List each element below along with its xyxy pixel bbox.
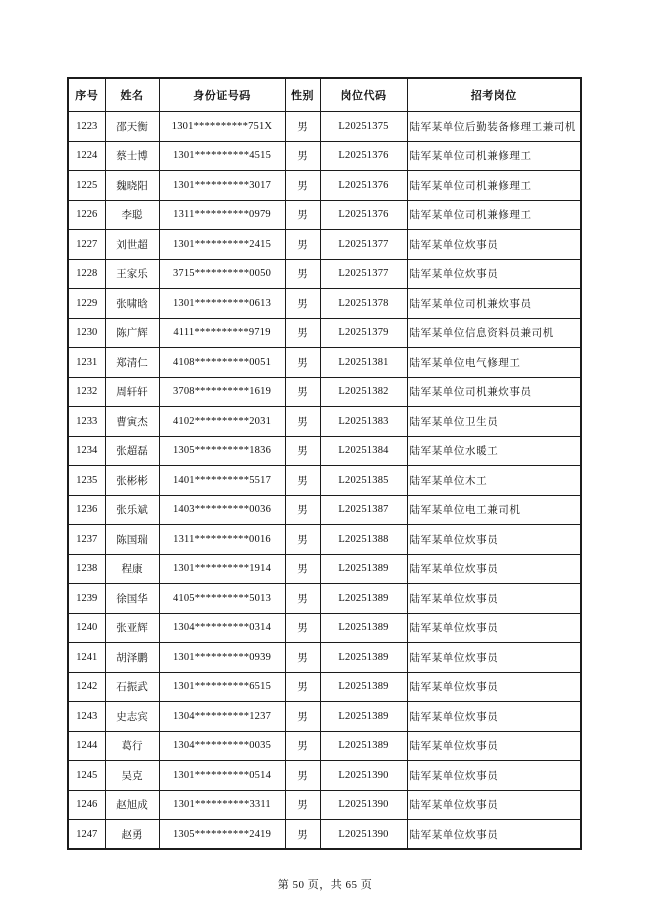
cell-job-code: L20251377: [320, 230, 407, 260]
cell-index: 1243: [68, 702, 105, 732]
cell-index: 1244: [68, 731, 105, 761]
cell-job-code: L20251376: [320, 141, 407, 171]
cell-job-title: 陆军某单位炊事员: [407, 820, 581, 850]
cell-index: 1223: [68, 112, 105, 142]
cell-id-number: 1301**********0514: [159, 761, 285, 791]
candidate-roster-table: [67, 77, 582, 850]
cell-job-code: L20251375: [320, 112, 407, 142]
cell-gender: 男: [285, 171, 320, 201]
col-header-name: 姓名: [105, 78, 159, 112]
table-row: [68, 466, 581, 496]
cell-name: 王家乐: [105, 259, 159, 289]
cell-id-number: 1403**********0036: [159, 495, 285, 525]
table-row: [68, 436, 581, 466]
cell-job-code: L20251389: [320, 643, 407, 673]
cell-gender: 男: [285, 377, 320, 407]
table-row: [68, 790, 581, 820]
cell-id-number: 3708**********1619: [159, 377, 285, 407]
table-row: [68, 377, 581, 407]
cell-gender: 男: [285, 702, 320, 732]
table-row: [68, 171, 581, 201]
cell-id-number: 4102**********2031: [159, 407, 285, 437]
cell-index: 1238: [68, 554, 105, 584]
cell-job-code: L20251378: [320, 289, 407, 319]
cell-name: 徐国华: [105, 584, 159, 614]
cell-job-title: 陆军某单位炊事员: [407, 584, 581, 614]
cell-job-title: 陆军某单位后勤装备修理工兼司机: [407, 112, 581, 142]
cell-gender: 男: [285, 289, 320, 319]
cell-index: 1245: [68, 761, 105, 791]
cell-index: 1231: [68, 348, 105, 378]
cell-job-code: L20251390: [320, 820, 407, 850]
cell-gender: 男: [285, 141, 320, 171]
cell-job-title: 陆军某单位炊事员: [407, 731, 581, 761]
cell-name: 邵天衡: [105, 112, 159, 142]
cell-job-title: 陆军某单位炊事员: [407, 702, 581, 732]
col-header-job-code: 岗位代码: [320, 78, 407, 112]
table-row: [68, 407, 581, 437]
cell-id-number: 1301**********751X: [159, 112, 285, 142]
cell-id-number: 4105**********5013: [159, 584, 285, 614]
cell-gender: 男: [285, 584, 320, 614]
cell-id-number: 1301**********0939: [159, 643, 285, 673]
table-row: [68, 200, 581, 230]
col-header-index: 序号: [68, 78, 105, 112]
cell-id-number: 1304**********0035: [159, 731, 285, 761]
table-row: [68, 230, 581, 260]
cell-index: 1239: [68, 584, 105, 614]
cell-name: 曹寅杰: [105, 407, 159, 437]
cell-job-title: 陆军某单位电气修理工: [407, 348, 581, 378]
cell-job-code: L20251387: [320, 495, 407, 525]
cell-job-code: L20251389: [320, 731, 407, 761]
cell-job-title: 陆军某单位司机兼修理工: [407, 141, 581, 171]
cell-index: 1233: [68, 407, 105, 437]
cell-gender: 男: [285, 790, 320, 820]
cell-index: 1232: [68, 377, 105, 407]
cell-gender: 男: [285, 761, 320, 791]
table-row: [68, 761, 581, 791]
cell-id-number: 1301**********3311: [159, 790, 285, 820]
cell-job-code: L20251389: [320, 613, 407, 643]
table-row: [68, 584, 581, 614]
cell-job-code: L20251379: [320, 318, 407, 348]
table-row: [68, 613, 581, 643]
cell-job-title: 陆军某单位炊事员: [407, 761, 581, 791]
table-row: [68, 495, 581, 525]
cell-gender: 男: [285, 200, 320, 230]
cell-job-code: L20251389: [320, 554, 407, 584]
cell-gender: 男: [285, 613, 320, 643]
cell-job-title: 陆军某单位炊事员: [407, 672, 581, 702]
cell-job-code: L20251389: [320, 702, 407, 732]
cell-gender: 男: [285, 820, 320, 850]
table-row: [68, 141, 581, 171]
table-row: [68, 820, 581, 850]
cell-job-code: L20251381: [320, 348, 407, 378]
cell-index: 1228: [68, 259, 105, 289]
col-header-gender: 性别: [285, 78, 320, 112]
cell-job-code: L20251376: [320, 200, 407, 230]
cell-index: 1235: [68, 466, 105, 496]
cell-name: 陈广辉: [105, 318, 159, 348]
cell-index: 1224: [68, 141, 105, 171]
cell-id-number: 1304**********0314: [159, 613, 285, 643]
table-row: [68, 289, 581, 319]
cell-id-number: 4111**********9719: [159, 318, 285, 348]
table-row: [68, 672, 581, 702]
cell-job-title: 陆军某单位炊事员: [407, 554, 581, 584]
cell-id-number: 1301**********4515: [159, 141, 285, 171]
cell-job-code: L20251389: [320, 584, 407, 614]
table-row: [68, 318, 581, 348]
cell-id-number: 1305**********2419: [159, 820, 285, 850]
table-body: [68, 112, 581, 850]
cell-job-title: 陆军某单位炊事员: [407, 643, 581, 673]
col-header-job-title: 招考岗位: [407, 78, 581, 112]
cell-id-number: 1401**********5517: [159, 466, 285, 496]
table-row: [68, 554, 581, 584]
cell-name: 赵旭成: [105, 790, 159, 820]
cell-name: 张啸晗: [105, 289, 159, 319]
cell-id-number: 1301**********3017: [159, 171, 285, 201]
cell-index: 1234: [68, 436, 105, 466]
col-header-id-number: 身份证号码: [159, 78, 285, 112]
cell-name: 陈国瑞: [105, 525, 159, 555]
cell-gender: 男: [285, 554, 320, 584]
cell-gender: 男: [285, 643, 320, 673]
cell-id-number: 1301**********6515: [159, 672, 285, 702]
cell-id-number: 3715**********0050: [159, 259, 285, 289]
cell-job-title: 陆军某单位炊事员: [407, 230, 581, 260]
cell-job-title: 陆军某单位炊事员: [407, 259, 581, 289]
cell-job-title: 陆军某单位电工兼司机: [407, 495, 581, 525]
cell-index: 1237: [68, 525, 105, 555]
cell-name: 石振武: [105, 672, 159, 702]
cell-gender: 男: [285, 495, 320, 525]
table-row: [68, 525, 581, 555]
cell-index: 1230: [68, 318, 105, 348]
cell-id-number: 1305**********1836: [159, 436, 285, 466]
cell-name: 刘世超: [105, 230, 159, 260]
cell-job-code: L20251390: [320, 790, 407, 820]
cell-gender: 男: [285, 112, 320, 142]
cell-job-code: L20251382: [320, 377, 407, 407]
table-header-row: [68, 78, 581, 112]
cell-name: 郑清仁: [105, 348, 159, 378]
cell-name: 周轩轩: [105, 377, 159, 407]
cell-index: 1236: [68, 495, 105, 525]
table-row: [68, 702, 581, 732]
cell-gender: 男: [285, 259, 320, 289]
cell-index: 1246: [68, 790, 105, 820]
cell-id-number: 1301**********0613: [159, 289, 285, 319]
cell-index: 1247: [68, 820, 105, 850]
cell-job-title: 陆军某单位信息资料员兼司机: [407, 318, 581, 348]
cell-job-title: 陆军某单位司机兼修理工: [407, 200, 581, 230]
cell-job-title: 陆军某单位炊事员: [407, 790, 581, 820]
table-row: [68, 643, 581, 673]
cell-gender: 男: [285, 525, 320, 555]
table-row: [68, 731, 581, 761]
cell-job-code: L20251390: [320, 761, 407, 791]
cell-name: 张乐斌: [105, 495, 159, 525]
cell-job-title: 陆军某单位水暖工: [407, 436, 581, 466]
cell-gender: 男: [285, 436, 320, 466]
cell-name: 吴克: [105, 761, 159, 791]
cell-id-number: 1301**********1914: [159, 554, 285, 584]
cell-index: 1241: [68, 643, 105, 673]
cell-gender: 男: [285, 318, 320, 348]
cell-name: 程康: [105, 554, 159, 584]
cell-index: 1229: [68, 289, 105, 319]
cell-job-title: 陆军某单位木工: [407, 466, 581, 496]
cell-job-code: L20251385: [320, 466, 407, 496]
cell-job-code: L20251376: [320, 171, 407, 201]
cell-name: 蔡士博: [105, 141, 159, 171]
cell-name: 胡泽鹏: [105, 643, 159, 673]
cell-id-number: 1311**********0016: [159, 525, 285, 555]
cell-name: 赵勇: [105, 820, 159, 850]
cell-job-title: 陆军某单位炊事员: [407, 525, 581, 555]
cell-name: 张超磊: [105, 436, 159, 466]
cell-gender: 男: [285, 466, 320, 496]
cell-index: 1242: [68, 672, 105, 702]
cell-gender: 男: [285, 230, 320, 260]
cell-job-title: 陆军某单位司机兼炊事员: [407, 377, 581, 407]
cell-index: 1227: [68, 230, 105, 260]
cell-job-title: 陆军某单位司机兼修理工: [407, 171, 581, 201]
cell-gender: 男: [285, 348, 320, 378]
cell-job-code: L20251389: [320, 672, 407, 702]
cell-job-code: L20251383: [320, 407, 407, 437]
cell-name: 李聪: [105, 200, 159, 230]
cell-gender: 男: [285, 731, 320, 761]
cell-index: 1226: [68, 200, 105, 230]
cell-index: 1225: [68, 171, 105, 201]
table-row: [68, 348, 581, 378]
cell-name: 张彬彬: [105, 466, 159, 496]
cell-job-code: L20251384: [320, 436, 407, 466]
cell-id-number: 4108**********0051: [159, 348, 285, 378]
cell-id-number: 1301**********2415: [159, 230, 285, 260]
cell-name: 史志宾: [105, 702, 159, 732]
cell-job-code: L20251377: [320, 259, 407, 289]
table-row: [68, 112, 581, 142]
table-row: [68, 259, 581, 289]
cell-job-title: 陆军某单位司机兼炊事员: [407, 289, 581, 319]
cell-index: 1240: [68, 613, 105, 643]
cell-name: 葛行: [105, 731, 159, 761]
cell-job-title: 陆军某单位炊事员: [407, 613, 581, 643]
cell-id-number: 1311**********0979: [159, 200, 285, 230]
cell-gender: 男: [285, 672, 320, 702]
page-footer: 第 50 页，共 65 页: [277, 879, 373, 891]
cell-job-code: L20251388: [320, 525, 407, 555]
cell-name: 魏晓阳: [105, 171, 159, 201]
cell-name: 张亚辉: [105, 613, 159, 643]
cell-job-title: 陆军某单位卫生员: [407, 407, 581, 437]
cell-id-number: 1304**********1237: [159, 702, 285, 732]
cell-gender: 男: [285, 407, 320, 437]
